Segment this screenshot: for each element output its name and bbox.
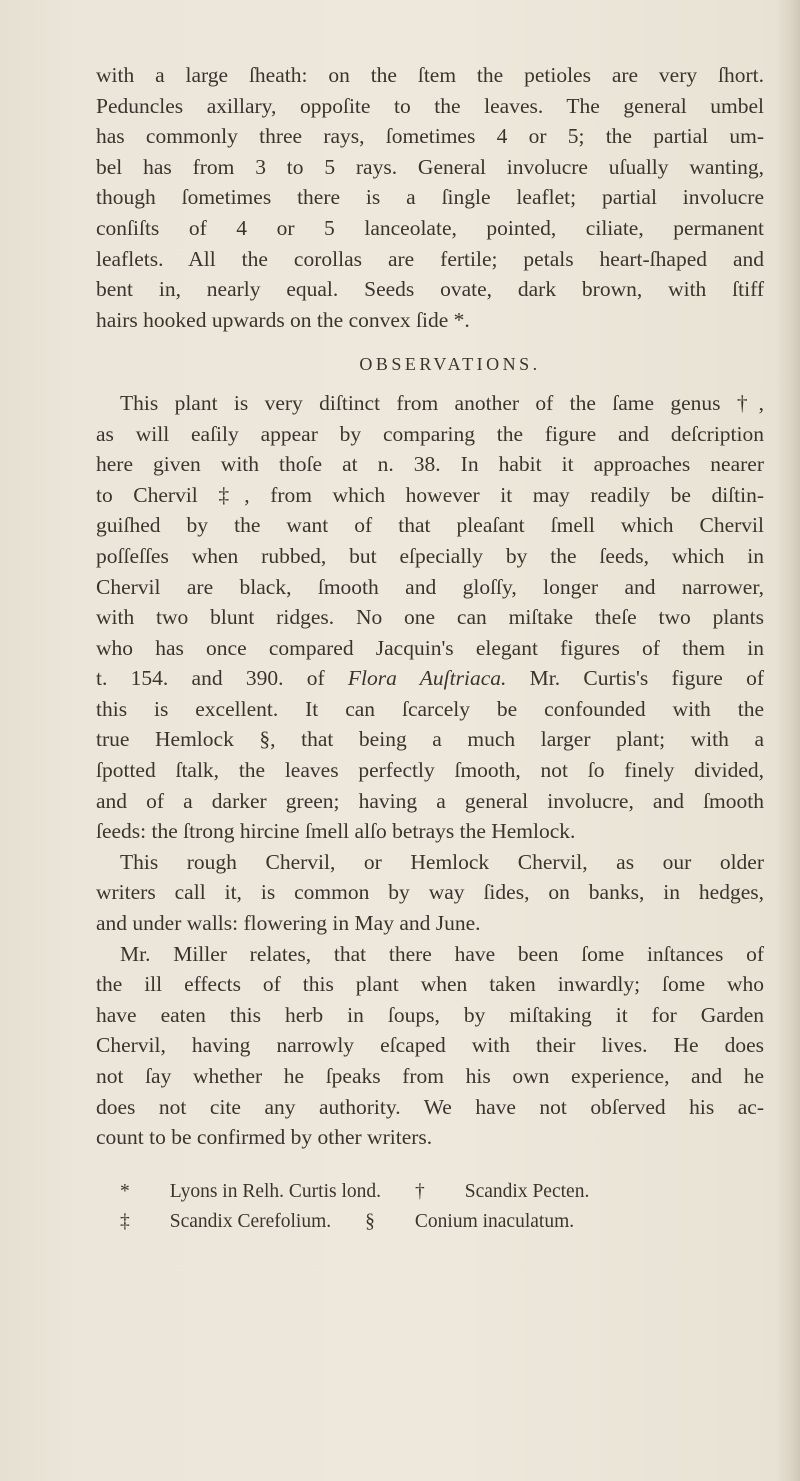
text-line: count to be confirmed by other writers. [96, 1125, 433, 1150]
text-line: with a large ſheath: on the ſtem the petioles are very ſhort. [96, 63, 764, 87]
text-line: Peduncles axillary, oppoſite to the leaves. The general umbel [96, 93, 764, 118]
footnote-row [96, 1207, 764, 1237]
text-line: ſeeds: the ſtrong hircine ſmell alſo betrays the Hemlock. [96, 819, 576, 844]
footnote-mark: § [365, 1210, 375, 1232]
footnote-mark: * [120, 1180, 130, 1202]
text-line: not ſay whether he ſpeaks from his own experience, and he [96, 1064, 764, 1088]
text-line: who has once compared Jacquin's elegant figures of them in [96, 635, 764, 660]
footnote-section [365, 1211, 574, 1232]
footnote-dagger [415, 1181, 589, 1202]
description-paragraph [96, 60, 764, 335]
text-line: the ill effects of this plant when taken inwardly; ſome who [96, 972, 764, 997]
text-line: this is excellent. It can ſcarcely be confounded with the [96, 696, 764, 721]
footnotes [96, 1177, 764, 1237]
observations-heading: OBSERVATIONS. [359, 354, 541, 375]
text-line: ſpotted ſtalk, the leaves perfectly ſmooth, not ſo finely divided, [96, 758, 764, 783]
observations-paragraph-2 [96, 847, 764, 939]
footnote-text: Scandix Cerefolium. [169, 1210, 332, 1232]
footnote-star [120, 1181, 381, 1202]
text-line: to Chervil ‡, from which however it may readily be diſtin- [96, 482, 764, 507]
text-line: though ſometimes there is a ſingle leaflet; partial involucre [96, 185, 764, 210]
text-line: have eaten this herb in ſoups, by miſtaking it for Garden [96, 1002, 764, 1027]
text-line: conſiſts of 4 or 5 lanceolate, pointed, ciliate, permanent [96, 215, 764, 240]
text-line: This rough Chervil, or Hemlock Chervil, as our older [120, 849, 764, 874]
text-line: leaflets. All the corollas are fertile; petals heart-ſhaped and [96, 246, 764, 271]
footnote-double-dagger [120, 1211, 331, 1232]
text-line: Chervil, having narrowly eſcaped with their lives. He does [96, 1033, 764, 1058]
text-line: Chervil are black, ſmooth and gloſſy, longer and narrower, [96, 574, 764, 599]
footnote-mark: ‡ [120, 1210, 130, 1232]
text-line: bel has from 3 to 5 rays. General involucre uſually wanting, [96, 154, 764, 179]
observations-paragraph-3 [96, 939, 764, 1153]
text-line-with-citation [96, 663, 764, 694]
book-title-italic: Flora Auſtriaca. [347, 666, 507, 691]
page-text [96, 60, 764, 1237]
text-line: writers call it, is common by way ſides, on banks, in hedges, [96, 880, 764, 905]
text-line: and of a darker green; having a general involucre, and ſmooth [96, 788, 764, 813]
footnote-gap [96, 1153, 764, 1169]
text-line: guiſhed by the want of that pleaſant ſmell which Chervil [96, 513, 764, 538]
page-spine-shadow [774, 0, 800, 1481]
text-line: hairs hooked upwards on the convex ſide *. [96, 307, 470, 332]
text-line: true Hemlock §, that being a much larger plant; with a [96, 727, 764, 752]
footnote-text: Conium inaculatum. [414, 1210, 575, 1232]
citation-suffix: Mr. Curtis's figure of [506, 666, 764, 691]
text-line: bent in, nearly equal. Seeds ovate, dark brown, with ſtiff [96, 277, 764, 302]
text-line: does not cite any authority. We have not obſerved his ac- [96, 1094, 764, 1119]
text-line: and under walls: flowering in May and June. [96, 911, 481, 936]
footnote-mark: † [415, 1180, 425, 1202]
text-line: has commonly three rays, ſometimes 4 or 5; the partial um- [96, 124, 764, 149]
footnote-row [96, 1177, 764, 1207]
observations-paragraph-1 [96, 388, 764, 847]
text-line: This plant is very diſtinct from another of the ſame genus †, [120, 390, 764, 415]
text-line: Mr. Miller relates, that there have been ſome inſtances of [120, 941, 764, 966]
text-line: poſſeſſes when rubbed, but eſpecially by the ſeeds, which in [96, 543, 764, 568]
text-line: here given with thoſe at n. 38. In habit it approaches nearer [96, 452, 764, 477]
footnote-text: Scandix Pecten. [464, 1180, 590, 1202]
text-line: with two blunt ridges. No one can miſtake theſe two plants [96, 605, 764, 630]
footnote-text: Lyons in Relh. Curtis lond. [169, 1180, 382, 1202]
text-line: as will eaſily appear by comparing the figure and deſcription [96, 421, 764, 446]
citation-prefix: t. 154. and 390. of [96, 666, 348, 691]
